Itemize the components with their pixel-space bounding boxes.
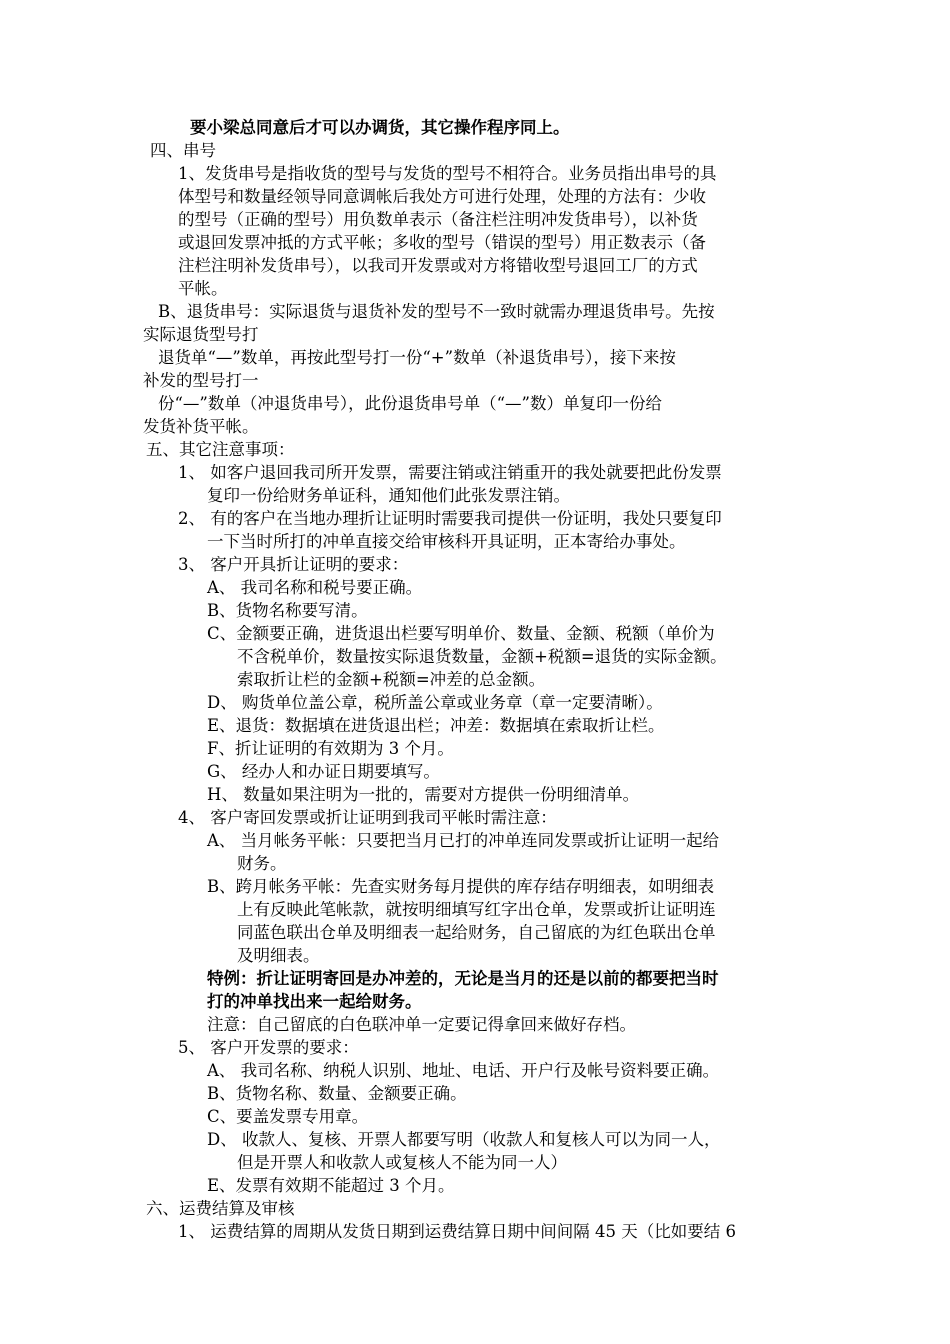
text-line: 索取折让栏的金额+税额=冲差的总金额。 [237,670,546,689]
text-line: C、金额要正确，进货退出栏要写明单价、数量、金额、税额（单价为 [207,624,715,643]
text-line: 上有反映此笔帐款，就按明细填写红字出仓单，发票或折让证明连 [237,900,716,919]
text-line: A、 我司名称、纳税人识别、地址、电话、开户行及帐号资料要正确。 [207,1061,720,1080]
text-line: C、要盖发票专用章。 [207,1107,369,1126]
text-line: 不含税单价，数量按实际退货数量，金额+税额=退货的实际金额。 [237,647,727,666]
text-line: 打的冲单找出来一起给财务。 [207,992,422,1011]
text-line: 4、 客户寄回发票或折让证明到我司平帐时需注意： [178,808,557,827]
text-line: 特例：折让证明寄回是办冲差的，无论是当月的还是以前的都要把当时 [207,969,719,988]
text-line: 及明细表。 [237,946,320,965]
text-line: 实际退货型号打 [143,325,259,344]
text-line: E、退货：数据填在进货退出栏；冲差：数据填在索取折让栏。 [207,716,665,735]
text-line: E、发票有效期不能超过 3 个月。 [207,1176,455,1195]
text-line: 的型号（正确的型号）用负数单表示（备注栏注明冲发货串号），以补货 [178,210,698,229]
section-heading: 五、其它注意事项： [146,440,295,459]
text-line: 注栏注明补发货串号），以我司开发票或对方将错收型号退回工厂的方式 [178,256,698,275]
text-line: B、货物名称要写清。 [207,601,368,620]
text-line: H、 数量如果注明为一批的，需要对方提供一份明细清单。 [207,785,640,804]
text-line: 但是开票人和收款人或复核人不能为同一人） [237,1153,567,1172]
text-line: 3、 客户开具折让证明的要求： [178,555,409,574]
text-line: 份“—”数单（冲退货串号），此份退货串号单（“—”数）单复印一份给 [158,394,662,413]
text-line: 发货补货平帐。 [143,417,259,436]
text-line: B、货物名称、数量、金额要正确。 [207,1084,467,1103]
text-line: 退货单“—”数单，再按此型号打一份“+”数单（补退货串号），接下来按 [158,348,676,367]
text-line: 财务。 [237,854,287,873]
text-line: D、 购货单位盖公章，税所盖公章或业务章（章一定要清晰）。 [207,693,663,712]
text-line: F、折让证明的有效期为 3 个月。 [207,739,454,758]
text-line: 平帐。 [178,279,228,298]
text-line: 或退回发票冲抵的方式平帐；多收的型号（错误的型号）用正数表示（备 [178,233,706,252]
text-line: G、 经办人和办证日期要填写。 [207,762,440,781]
text-line: B、跨月帐务平帐：先查实财务每月提供的库存结存明细表，如明细表 [207,877,715,896]
text-line: 1、 运费结算的周期从发货日期到运费结算日期中间间隔 45 天（比如要结 6 [178,1222,736,1241]
text-line: 1、 如客户退回我司所开发票，需要注销或注销重开的我处就要把此份发票 [178,463,722,482]
text-line: 一下当时所打的冲单直接交给审核科开具证明，正本寄给办事处。 [207,532,686,551]
text-line: 2、 有的客户在当地办理折让证明时需要我司提供一份证明，我处只要复印 [178,509,722,528]
text-line: 1、发货串号是指收货的型号与发货的型号不相符合。业务员指出串号的具 [178,164,717,183]
section-heading: 四、串号 [150,141,216,160]
section-heading: 六、运费结算及审核 [146,1199,295,1218]
text-line: 同蓝色联出仓单及明细表一起给财务，自己留底的为红色联出仓单 [237,923,716,942]
text-line: 要小梁总同意后才可以办调货，其它操作程序同上。 [190,118,570,137]
text-line: 补发的型号打一 [143,371,259,390]
text-line: 5、 客户开发票的要求： [178,1038,359,1057]
text-line: 复印一份给财务单证科，通知他们此张发票注销。 [207,486,570,505]
text-line: D、 收款人、复核、开票人都要写明（收款人和复核人可以为同一人， [207,1130,721,1149]
text-line: 注意：自己留底的白色联冲单一定要记得拿回来做好存档。 [207,1015,636,1034]
text-line: A、 我司名称和税号要正确。 [207,578,423,597]
text-line: A、 当月帐务平帐：只要把当月已打的冲单连同发票或折让证明一起给 [207,831,720,850]
text-line: 体型号和数量经领导同意调帐后我处方可进行处理，处理的方法有：少收 [178,187,706,206]
text-line: B、退货串号：实际退货与退货补发的型号不一致时就需办理退货串号。先按 [158,302,715,321]
